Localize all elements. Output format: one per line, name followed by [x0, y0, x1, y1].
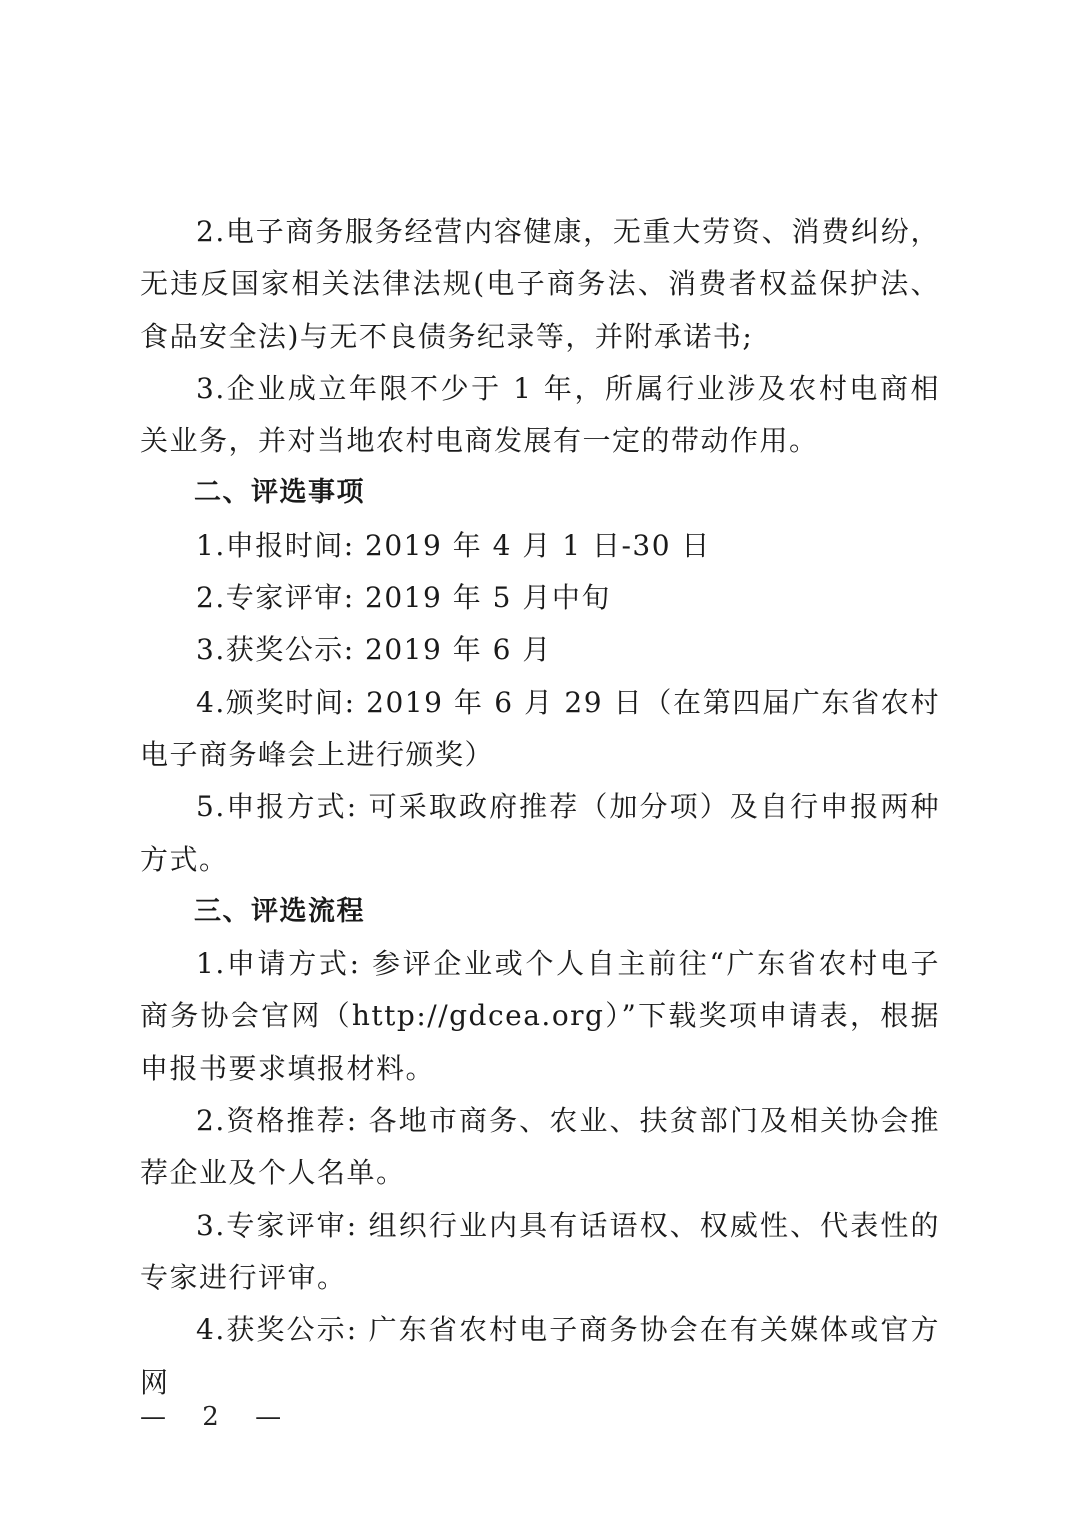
paragraph-process-review: 3.专家评审: 组织行业内具有话语权、权威性、代表性的专家进行评审。	[140, 1208, 940, 1294]
paragraph-application-method: 5.申报方式: 可采取政府推荐（加分项）及自行申报两种方式。	[140, 790, 940, 876]
paragraph-award-announcement: 3.获奖公示: 2019 年 6 月	[196, 633, 552, 667]
paragraph-expert-review: 2.专家评审: 2019 年 5 月中旬	[196, 581, 611, 615]
section-heading-selection-process: 三、评选流程	[194, 895, 365, 927]
paragraph-process-recommendation: 2.资格推荐: 各地市商务、农业、扶贫部门及相关协会推荐企业及个人名单。	[140, 1104, 940, 1190]
document-body	[140, 206, 940, 1409]
paragraph-process-application: 1.申请方式: 参评企业或个人自主前往“广东省农村电子商务协会官网（http://gdcea.org）”下载奖项申请表，根据申报书要求填报材料。	[140, 947, 940, 1085]
paragraph-process-announcement: 4.获奖公示: 广东省农村电子商务协会在有关媒体或官方网	[140, 1313, 940, 1399]
section-heading-selection-items: 二、评选事项	[194, 477, 365, 509]
paragraph-award-ceremony: 4.颁奖时间: 2019 年 6 月 29 日（在第四届广东省农村电子商务峰会上进行颁奖）	[140, 685, 940, 771]
page-number: — 2 —	[140, 1402, 296, 1432]
paragraph-application-time: 1.申报时间: 2019 年 4 月 1 日-30 日	[196, 528, 711, 562]
paragraph-requirement-3: 3.企业成立年限不少于 1 年，所属行业涉及农村电商相关业务，并对当地农村电商发展有一定的带动作用。	[140, 371, 940, 458]
paragraph-requirement-2: 2.电子商务服务经营内容健康，无重大劳资、消费纠纷，无违反国家相关法律法规(电子商务法、消费者权益保护法、食品安全法)与无不良债务纪录等，并附承诺书;	[140, 215, 940, 353]
